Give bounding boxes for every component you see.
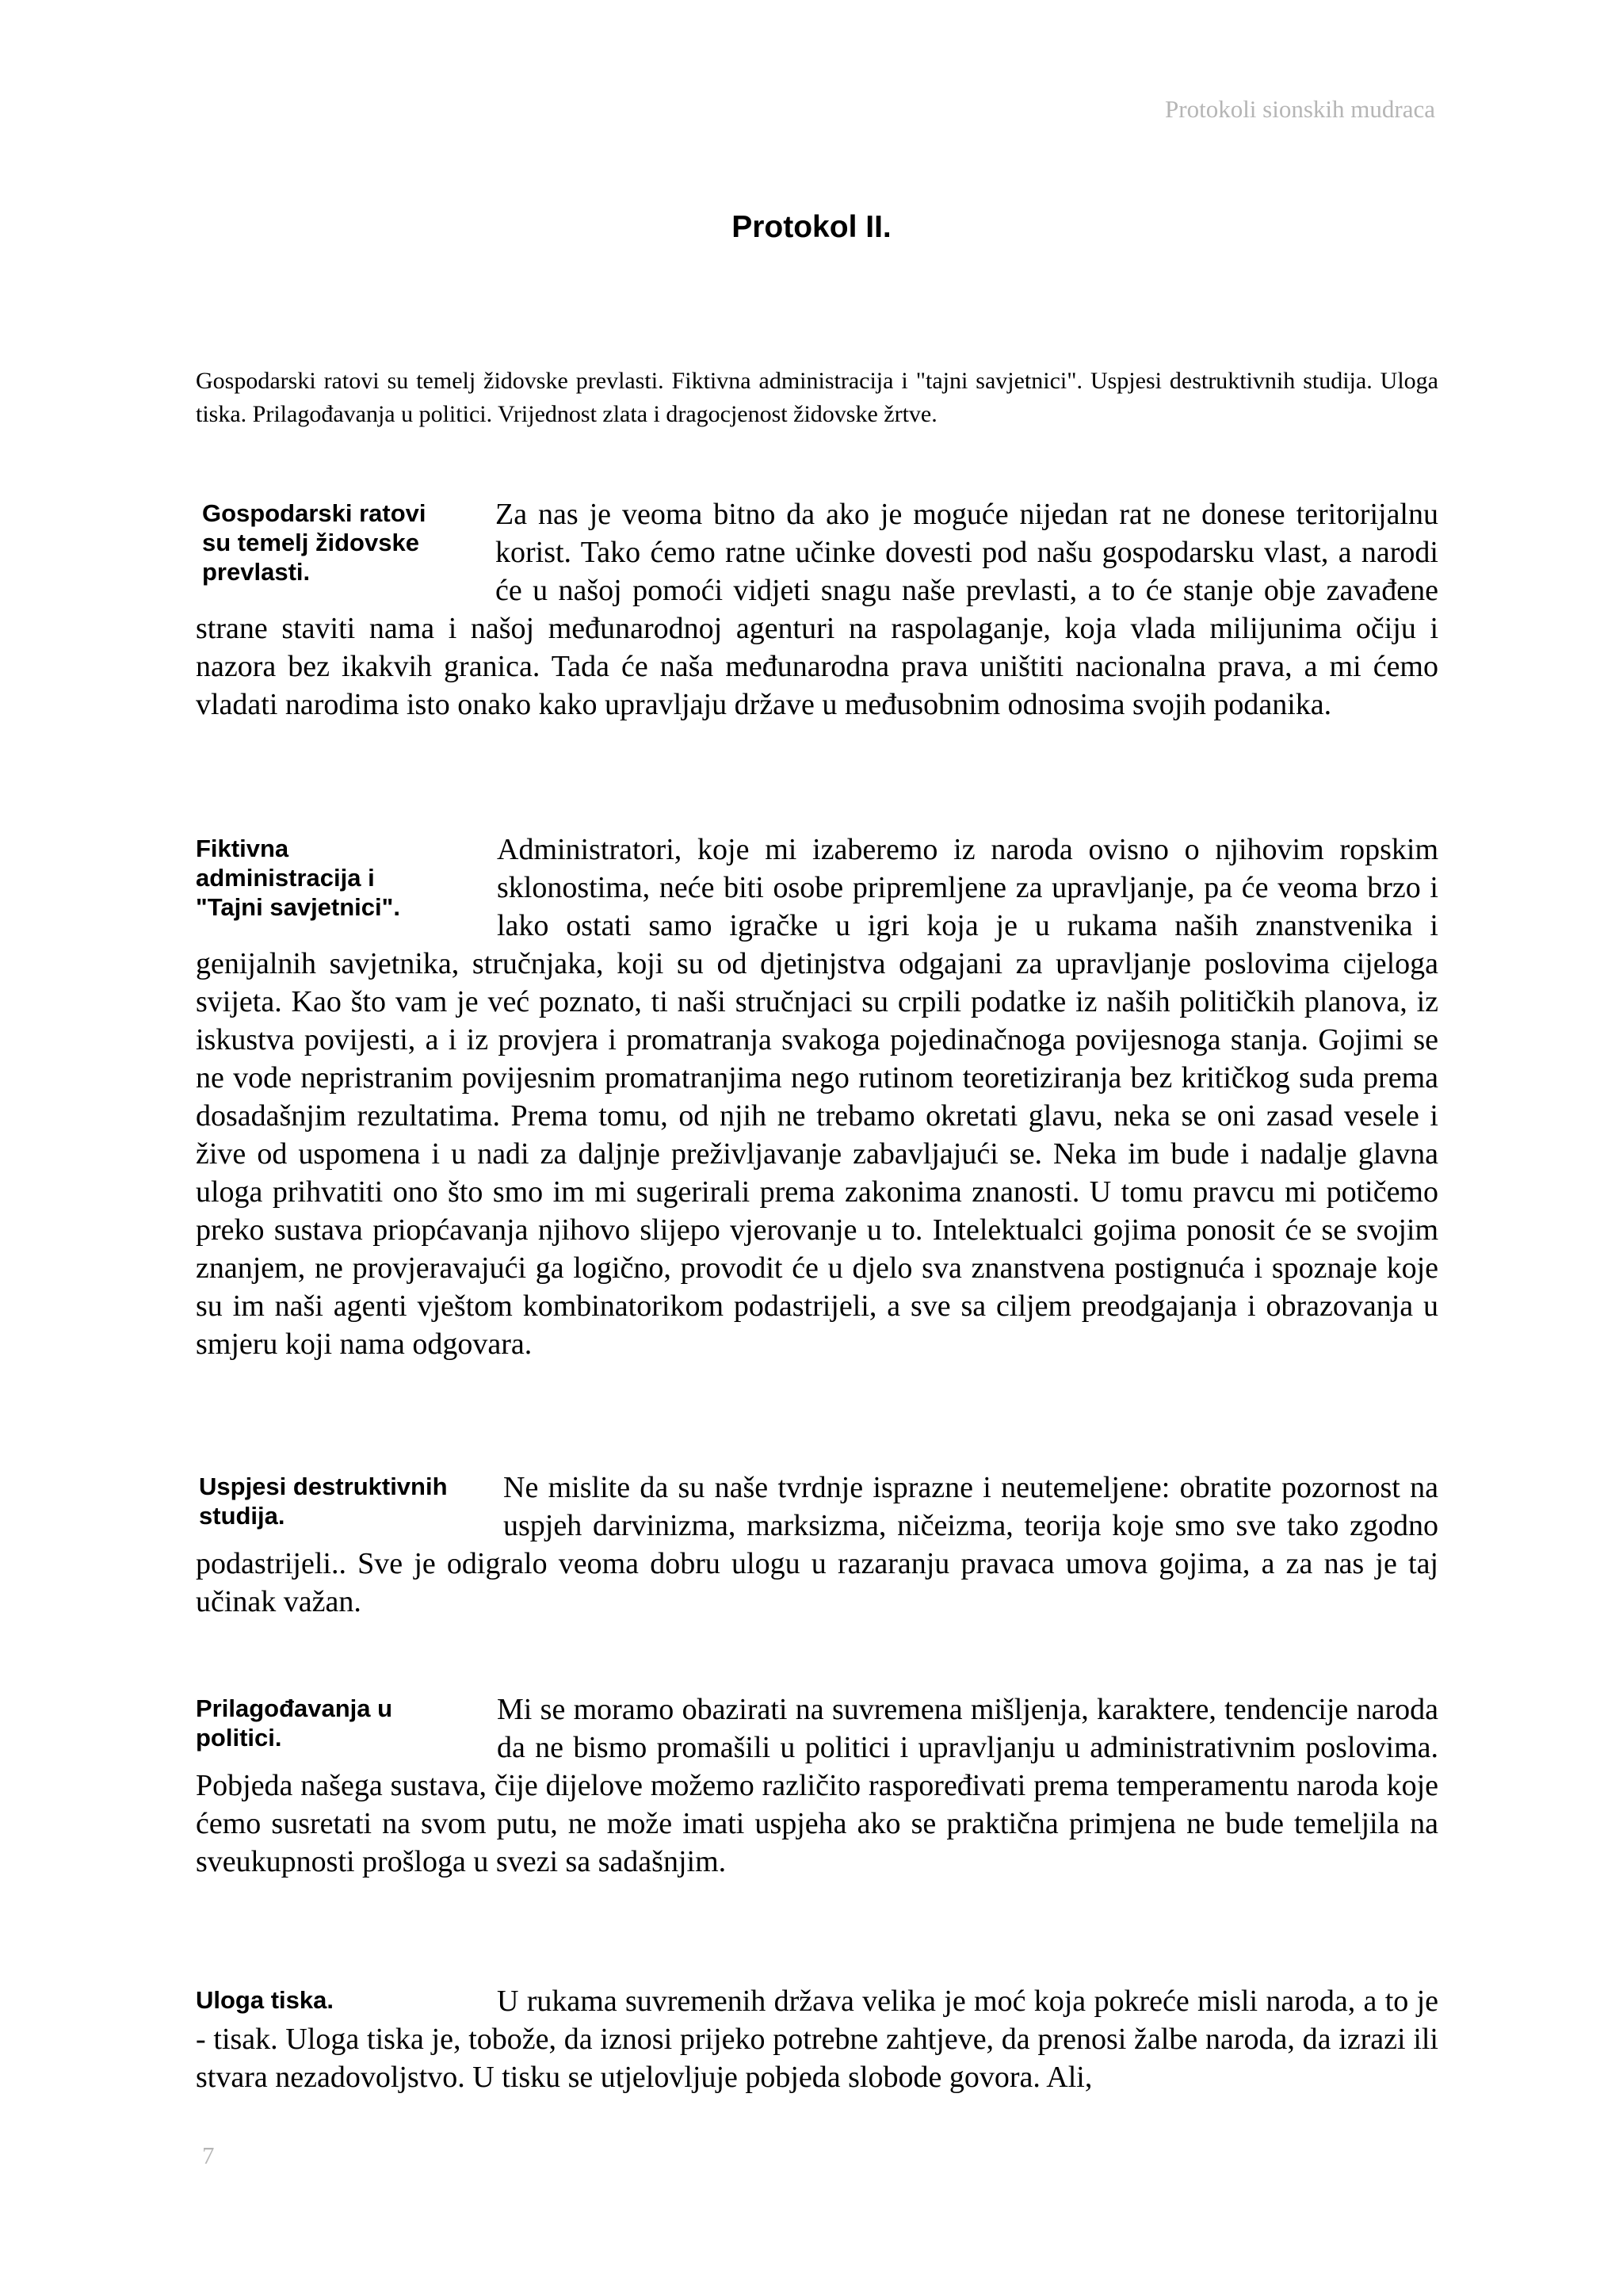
- section-role-of-press: [196, 1982, 1438, 2096]
- page-number: 7: [202, 2141, 215, 2169]
- section-text: Ne mislite da su naše tvrdnje isprazne i neutemeljene: obratite pozornost na uspjeh darvinizma, marksizma, ničeizma, teorija koje smo sve tako zgodno podastrijeli.. Sve je odigralo veoma dobru ulogu u razaranju pravaca umova gojima, a za nas je taj učinak važan.: [196, 1471, 1438, 1618]
- section-fictive-administration: [196, 831, 1438, 1363]
- side-note: Fiktivna administracija i "Tajni savjetnici".: [196, 835, 400, 921]
- side-note: Gospodarski ratovi su temelj židovske prevlasti.: [202, 499, 426, 586]
- section-text: Administratori, koje mi izaberemo iz naroda ovisno o njihovim ropskim sklonostima, neće biti osobe pripremljene za upravljanje, pa će veoma brzo i lako ostati samo igračke u igri koja je u rukama naših znanstvenika i genijalnih savjetnika, stručnjaka, koji su od djetinjstva odgajani za upravljanje poslovima cijeloga svijeta. Kao što vam je već poznato, ti naši stručnjaci su crpili podatke iz naših političkih planova, iz iskustva povijesti, a i iz provjera i promatranja svakoga pojedinačnoga povijesnoga stanja. Gojimi se ne vode nepristranim povijesnim promatranjima nego rutinom teoretiziranja bez kritičkog suda prema dosadašnjim rezultatima. Prema tomu, od njih ne trebamo okretati glavu, neka se oni zasad vesele i žive od uspomena i u nadi za daljnje preživljavanje zabavljajući se. Neka im bude i nadalje glavna uloga prihvatiti ono što smo im mi sugerirali prema zakonima znanosti. U tomu pravcu mi potičemo preko sustava priopćavanja njihovo slijepo vjerovanje u to. Intelektualci gojima ponosit će se svojim znanjem, ne provjeravajući ga logično, provodit će u djelo sva znanstvena postignuća i spoznaje koje su im naši agenti vještom kombinatorikom podastrijeli, a sve sa ciljem preodgajanja i obrazovanja u smjeru koji nama odgovara.: [196, 833, 1438, 1361]
- section-text: Mi se moramo obazirati na suvremena mišljenja, karaktere, tendencije naroda da ne bismo promašili u politici i upravljanju u administrativnim poslovima. Pobjeda našega sustava, čije dijelove možemo različito raspoređivati prema temperamentu naroda koje ćemo susretati na svom putu, ne može imati uspjeha ako se praktična primjena ne bude temeljila na sveukupnosti prošloga u svezi sa sadašnjim.: [196, 1693, 1438, 1878]
- section-text: U rukama suvremenih država velika je moć koja pokreće misli naroda, a to je - tisak. Uloga tiska je, tobože, da iznosi prijeko potrebne zahtjeve, da prenosi žalbe naroda, da izrazi ili stvara nezadovoljstvo. U tisku se utjelovljuje pobjeda slobode govora. Ali,: [196, 1985, 1438, 2094]
- chapter-summary: Gospodarski ratovi su temelj židovske prevlasti. Fiktivna administracija i "tajni savjetnici". Uspjesi destruktivnih studija. Uloga tiska. Prilagođavanja u politici. Vrijednost zlata i dragocjenost židovske žrtve.: [196, 368, 1438, 427]
- page-title: Protokol II.: [731, 210, 892, 244]
- section-political-adjustments: [196, 1690, 1438, 1881]
- running-header: Protokoli sionskih mudraca: [1165, 95, 1435, 123]
- section-economic-wars: [196, 495, 1438, 724]
- section-destructive-studies: [196, 1469, 1438, 1621]
- section-text: Za nas je veoma bitno da ako je moguće nijedan rat ne donese teritorijalnu korist. Tako ćemo ratne učinke dovesti pod našu gospodarsku vlast, a narodi će u našoj pomoći vidjeti snagu naše prevlasti, a to će stanje obje zavađene strane staviti nama i našoj međunarodnoj agenturi na raspolaganje, koja vlada milijunima očiju i nazora bez ikakvih granica. Tada će naša međunarodna prava uništiti nacionalna prava, a mi ćemo vladati narodima isto onako kako upravljaju države u međusobnim odnosima svojih podanika.: [196, 498, 1438, 721]
- side-note: Uloga tiska.: [196, 1986, 334, 2014]
- side-note: Prilagođavanja u politici.: [196, 1694, 393, 1752]
- side-note: Uspjesi destruktivnih studija.: [199, 1473, 448, 1530]
